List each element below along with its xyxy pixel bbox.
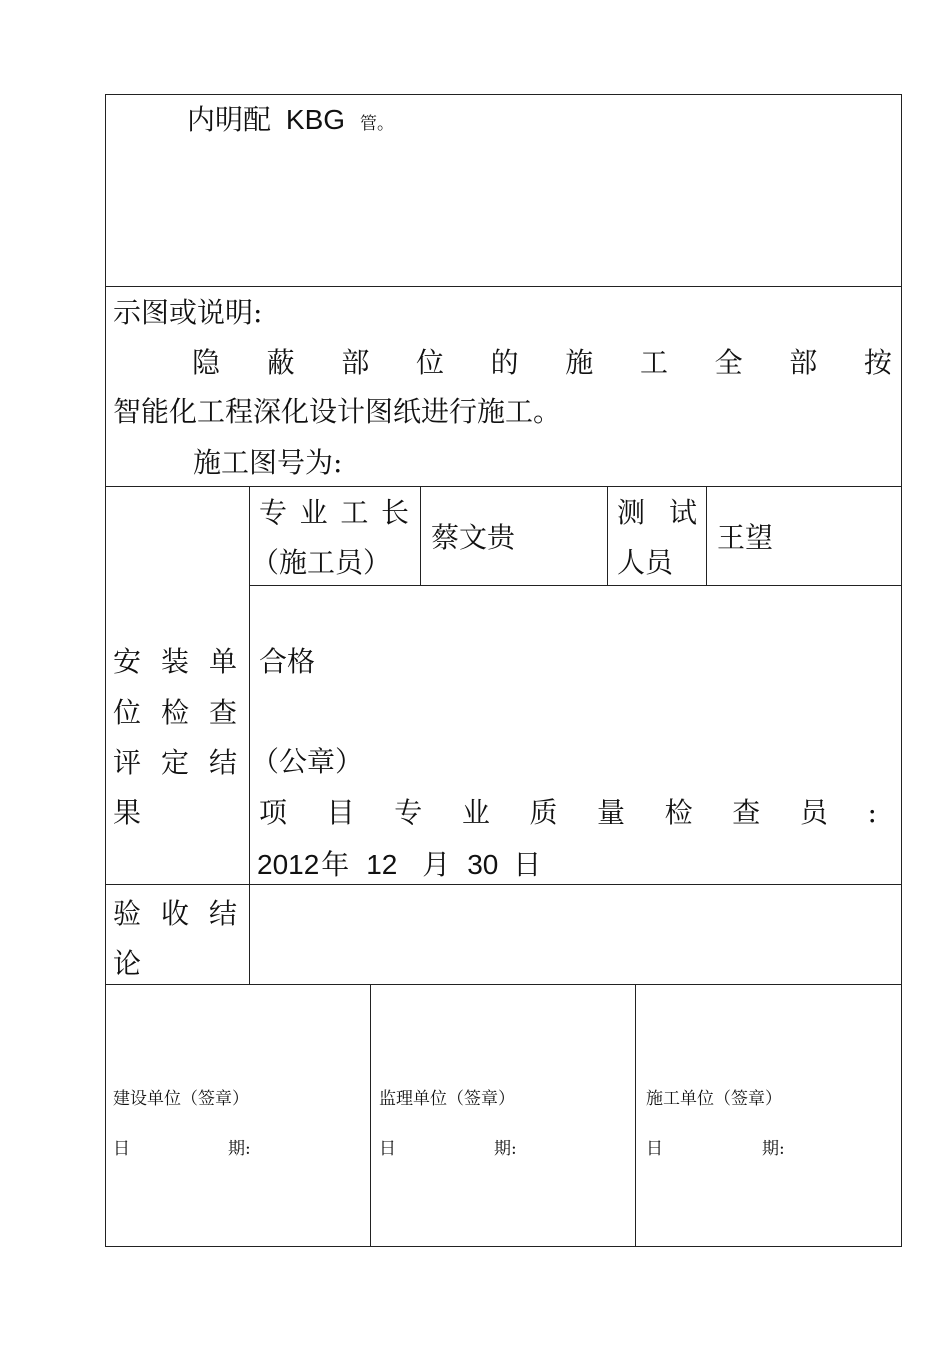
column-divider	[607, 486, 608, 585]
note-char: 全	[714, 346, 743, 379]
row-divider	[105, 286, 902, 287]
official-seal-label: （公章）	[251, 745, 364, 778]
tester-label-char: 试	[668, 496, 697, 529]
inspector-char: 量	[597, 796, 626, 829]
note-char: 施	[565, 346, 594, 379]
diagram-heading: 示图或说明:	[113, 296, 263, 329]
construction-date-label-b: 期:	[762, 1139, 785, 1159]
inspection-section-label	[113, 747, 237, 779]
top-cell-text	[187, 104, 394, 136]
acceptance-label: 论	[113, 947, 142, 980]
note-char: 位	[415, 346, 444, 379]
note-char: 工	[639, 346, 668, 379]
label-char: 查	[208, 696, 237, 729]
inspector-char: 业	[461, 796, 490, 829]
inspection-date	[257, 849, 541, 881]
label-char: 结	[208, 746, 237, 779]
label-char: 结	[208, 897, 237, 930]
row-divider	[105, 486, 902, 487]
foreman-label-sub: （施工员）	[251, 546, 392, 579]
column-divider	[635, 984, 636, 1247]
inspector-char: 目	[326, 796, 355, 829]
tester-label-sub: 人员	[617, 546, 674, 579]
top-cell-prefix: 内明配	[187, 103, 272, 136]
tester-label	[617, 497, 697, 529]
inspector-char: 查	[732, 796, 761, 829]
date-day-unit: 日	[513, 848, 542, 881]
inspector-char: 质	[529, 796, 558, 829]
label-char: 位	[113, 696, 142, 729]
label-char: 评	[113, 746, 142, 779]
label-char: 收	[160, 897, 189, 930]
note-char: 部	[789, 346, 818, 379]
column-divider	[249, 486, 250, 984]
quality-inspector-label	[259, 797, 877, 829]
foreman-label-char: 长	[380, 496, 409, 529]
owner-unit-signature: 建设单位（签章）	[113, 1089, 249, 1109]
inspector-char: 项	[259, 796, 288, 829]
tester-name: 王望	[717, 521, 774, 554]
owner-date-label-b: 期:	[228, 1139, 251, 1159]
top-cell-code: KBG	[285, 104, 346, 135]
supervision-date-label-a: 日	[379, 1139, 396, 1159]
date-day: 30	[467, 849, 499, 880]
date-month-unit: 月	[422, 848, 451, 881]
foreman-label-char: 工	[340, 496, 369, 529]
top-cell-suffix: 管。	[359, 114, 394, 134]
label-char: 安	[113, 645, 142, 678]
owner-date-label-a: 日	[113, 1139, 130, 1159]
supervision-unit-signature: 监理单位（签章）	[379, 1089, 515, 1109]
note-char: 部	[341, 346, 370, 379]
inspector-char: 检	[664, 796, 693, 829]
note-char: 的	[490, 346, 519, 379]
label-char: 单	[208, 645, 237, 678]
date-year: 2012	[257, 849, 320, 880]
tester-label-char: 测	[617, 496, 646, 529]
label-char: 检	[160, 696, 189, 729]
foreman-label-char: 业	[299, 496, 328, 529]
row-divider	[105, 984, 902, 985]
construction-note-line1	[192, 347, 892, 379]
row-divider	[105, 884, 902, 885]
foreman-label-char: 专	[259, 496, 288, 529]
label-char: 装	[160, 645, 189, 678]
inspection-result: 合格	[259, 645, 316, 678]
note-char: 隐	[192, 346, 221, 379]
foreman-name: 蔡文贵	[431, 521, 516, 554]
date-year-unit: 年	[321, 848, 350, 881]
label-char: 定	[160, 746, 189, 779]
row-divider	[249, 585, 902, 586]
construction-unit-signature: 施工单位（签章）	[646, 1089, 782, 1109]
column-divider	[370, 984, 371, 1247]
supervision-date-label-b: 期:	[494, 1139, 517, 1159]
inspector-char: 员	[799, 796, 828, 829]
note-char: 按	[863, 346, 892, 379]
acceptance-label	[113, 898, 237, 930]
inspection-section-label: 果	[113, 796, 142, 829]
construction-date-label-a: 日	[646, 1139, 663, 1159]
date-month: 12	[366, 849, 398, 880]
inspection-section-label	[113, 646, 237, 678]
foreman-label	[259, 497, 409, 529]
inspection-section-label	[113, 697, 237, 729]
column-divider	[706, 486, 707, 585]
inspector-char: :	[867, 796, 877, 829]
column-divider	[420, 486, 421, 585]
drawing-number-label: 施工图号为:	[193, 446, 343, 479]
construction-note-line2: 智能化工程深化设计图纸进行施工。	[113, 395, 562, 428]
inspector-char: 专	[394, 796, 423, 829]
label-char: 验	[113, 897, 142, 930]
note-char: 蔽	[266, 346, 295, 379]
